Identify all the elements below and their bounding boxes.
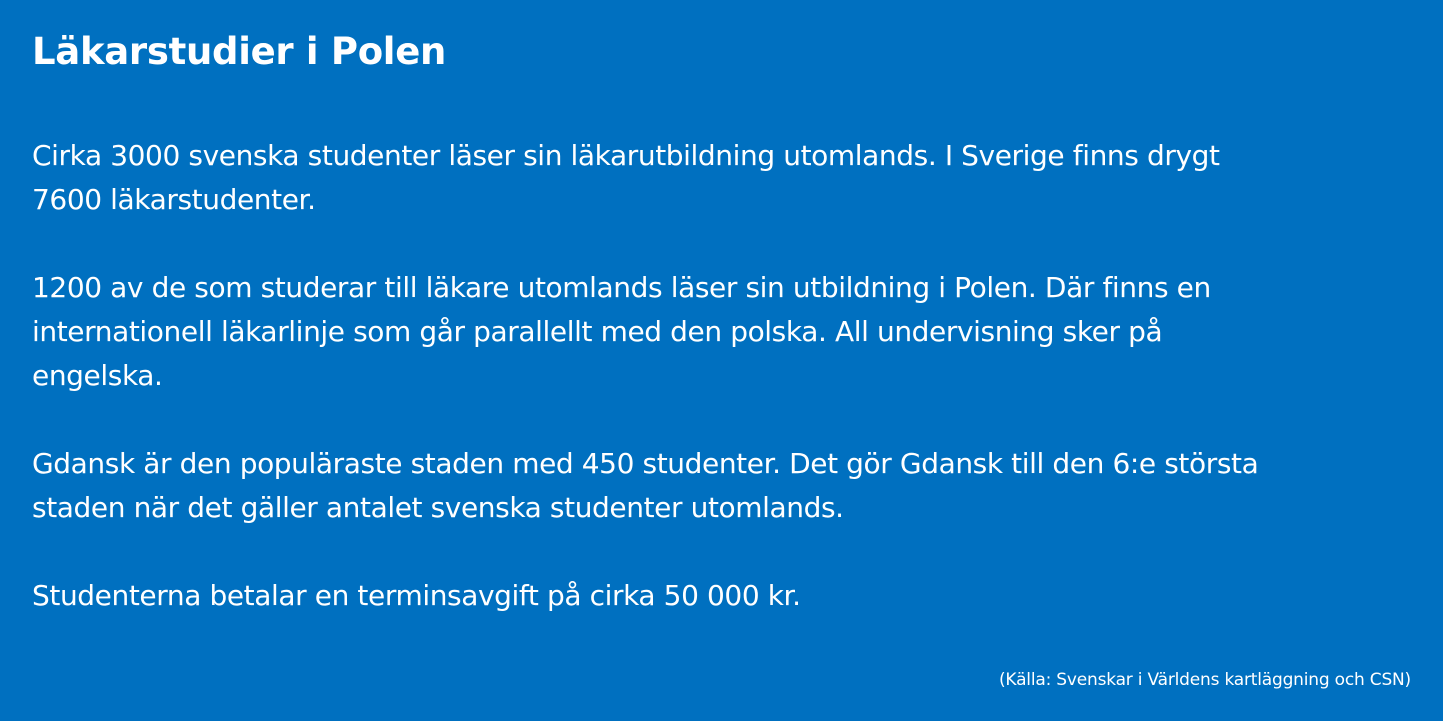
- paragraph-foreign-students: [32, 134, 1412, 222]
- paragraph-gdansk: [32, 442, 1412, 530]
- slide-title: Läkarstudier i Polen: [32, 30, 447, 73]
- source-note: (Källa: Svenskar i Världens kartläggning och CSN): [999, 670, 1411, 690]
- paragraph-line: Cirka 3000 svenska studenter läser sin läkarutbildning utomlands. I Sverige finns drygt: [32, 139, 1220, 172]
- paragraph-line: Studenterna betalar en terminsavgift på cirka 50 000 kr.: [32, 579, 801, 612]
- paragraph-line: 7600 läkarstudenter.: [32, 183, 316, 216]
- paragraph-fee: [32, 574, 1412, 618]
- paragraph-poland: [32, 266, 1412, 398]
- slide-body: [32, 134, 1412, 662]
- paragraph-line: staden när det gäller antalet svenska studenter utomlands.: [32, 491, 844, 524]
- paragraph-line: Gdansk är den populäraste staden med 450 studenter. Det gör Gdansk till den 6:e största: [32, 447, 1259, 480]
- paragraph-line: internationell läkarlinje som går parallellt med den polska. All undervisning sker på: [32, 315, 1163, 348]
- paragraph-line: engelska.: [32, 359, 163, 392]
- paragraph-line: 1200 av de som studerar till läkare utomlands läser sin utbildning i Polen. Där finns en: [32, 271, 1211, 304]
